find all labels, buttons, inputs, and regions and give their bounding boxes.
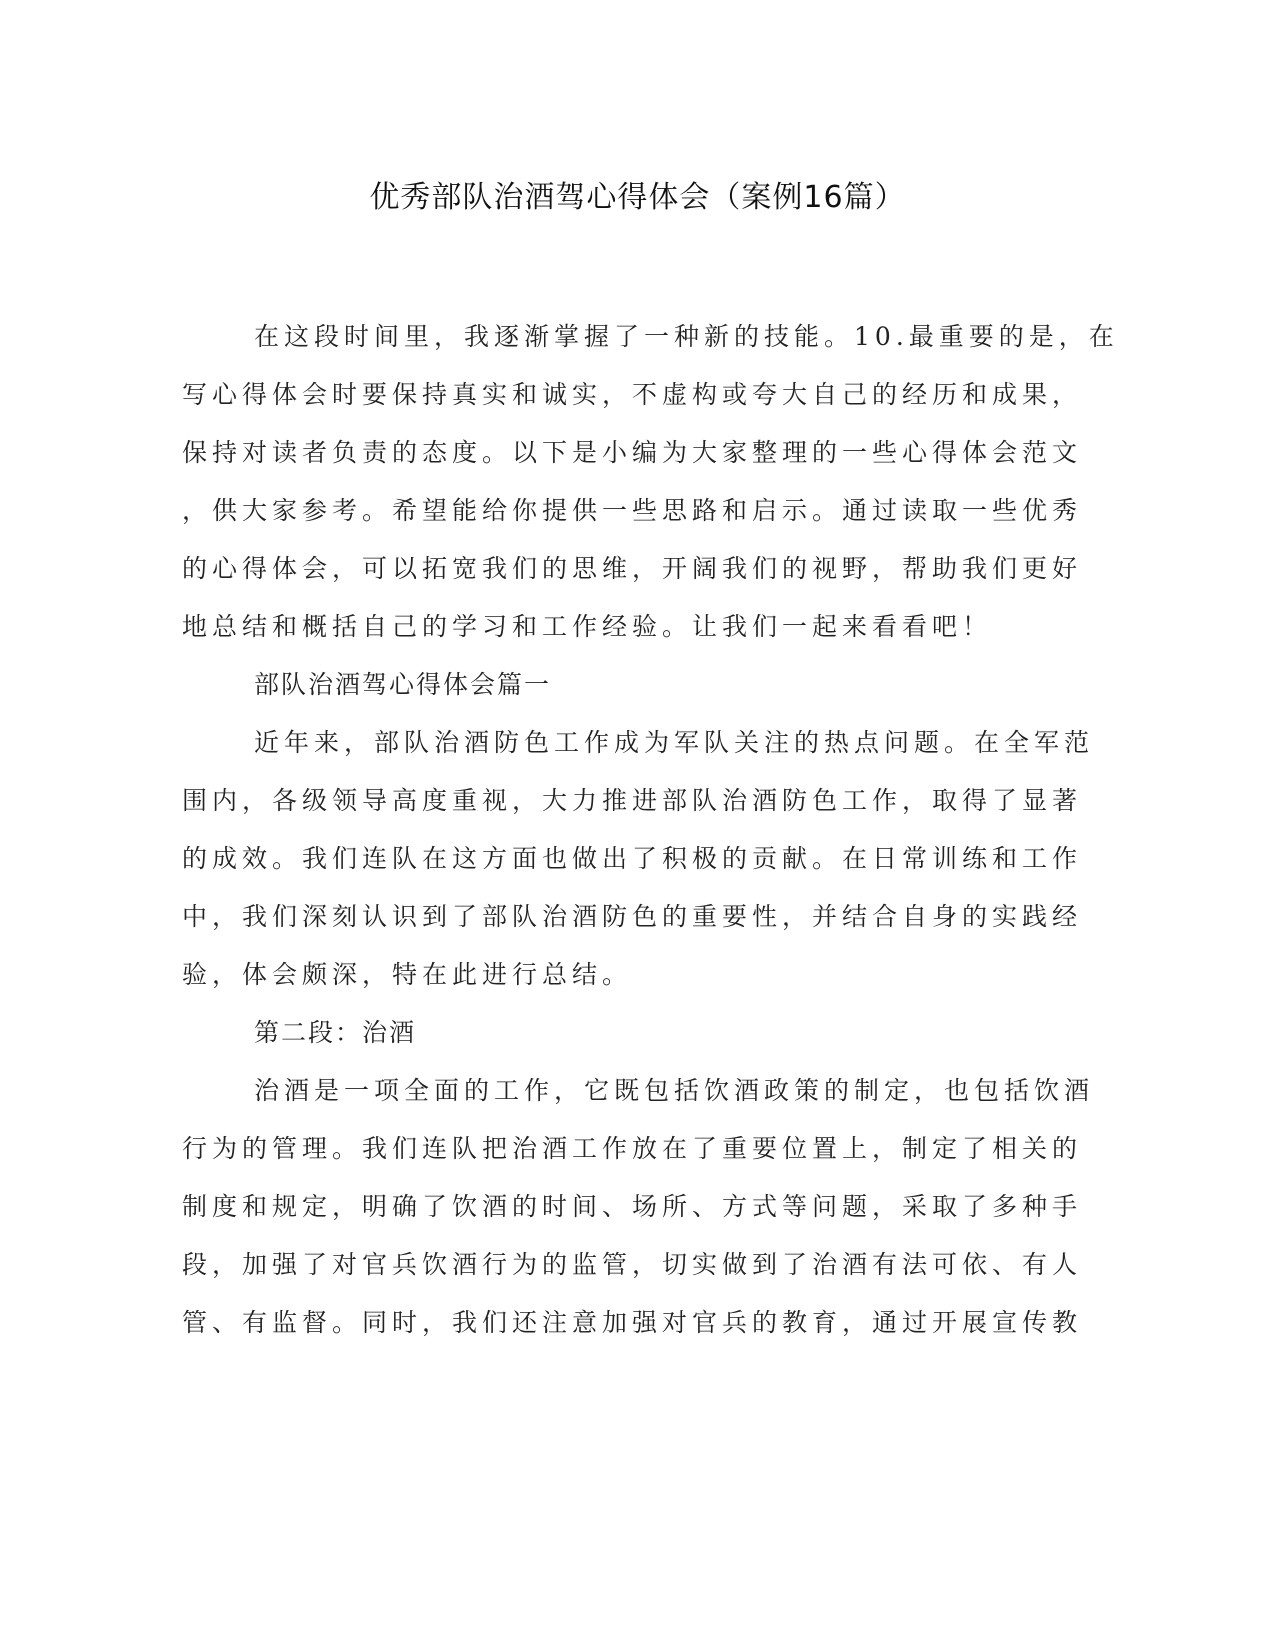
paragraph-line: 写心得体会时要保持真实和诚实，不虚构或夸大自己的经历和成果，: [182, 380, 1083, 409]
paragraph-line: 治酒是一项全面的工作，它既包括饮酒政策的制定，也包括饮酒: [254, 1076, 1095, 1105]
paragraph-line: 段，加强了对官兵饮酒行为的监管，切实做到了治酒有法可依、有人: [182, 1250, 1083, 1279]
paragraph-line: 围内，各级领导高度重视，大力推进部队治酒防色工作，取得了显著: [182, 786, 1083, 815]
section-heading: 部队治酒驾心得体会篇一: [254, 670, 552, 699]
paragraph-line: 保持对读者负责的态度。以下是小编为大家整理的一些心得体会范文: [182, 438, 1083, 467]
intro-paragraph: [182, 308, 1119, 656]
document-body: [182, 308, 1119, 1352]
paragraph-one: [182, 714, 1095, 1004]
subheading: 第二段：治酒: [254, 1018, 417, 1047]
paragraph-line: 的成效。我们连队在这方面也做出了积极的贡献。在日常训练和工作: [182, 844, 1083, 873]
paragraph-line: 中，我们深刻认识到了部队治酒防色的重要性，并结合自身的实践经: [182, 902, 1083, 931]
paragraph-line: 验，体会颇深，特在此进行总结。: [182, 960, 633, 989]
paragraph-line: 管、有监督。同时，我们还注意加强对官兵的教育，通过开展宣传教: [182, 1308, 1083, 1337]
paragraph-two: [182, 1062, 1095, 1352]
paragraph-line: 制度和规定，明确了饮酒的时间、场所、方式等问题，采取了多种手: [182, 1192, 1083, 1221]
paragraph-line: 在这段时间里，我逐渐掌握了一种新的技能。10.最重要的是，在: [254, 322, 1119, 351]
paragraph-line: 的心得体会，可以拓宽我们的思维，开阔我们的视野，帮助我们更好: [182, 554, 1083, 583]
document-title: 优秀部队治酒驾心得体会（案例16篇）: [369, 180, 906, 215]
paragraph-line: ，供大家参考。希望能给你提供一些思路和启示。通过读取一些优秀: [182, 496, 1083, 525]
paragraph-line: 近年来，部队治酒防色工作成为军队关注的热点问题。在全军范: [254, 728, 1095, 757]
paragraph-line: 地总结和概括自己的学习和工作经验。让我们一起来看看吧！: [182, 612, 993, 641]
paragraph-line: 行为的管理。我们连队把治酒工作放在了重要位置上，制定了相关的: [182, 1134, 1083, 1163]
